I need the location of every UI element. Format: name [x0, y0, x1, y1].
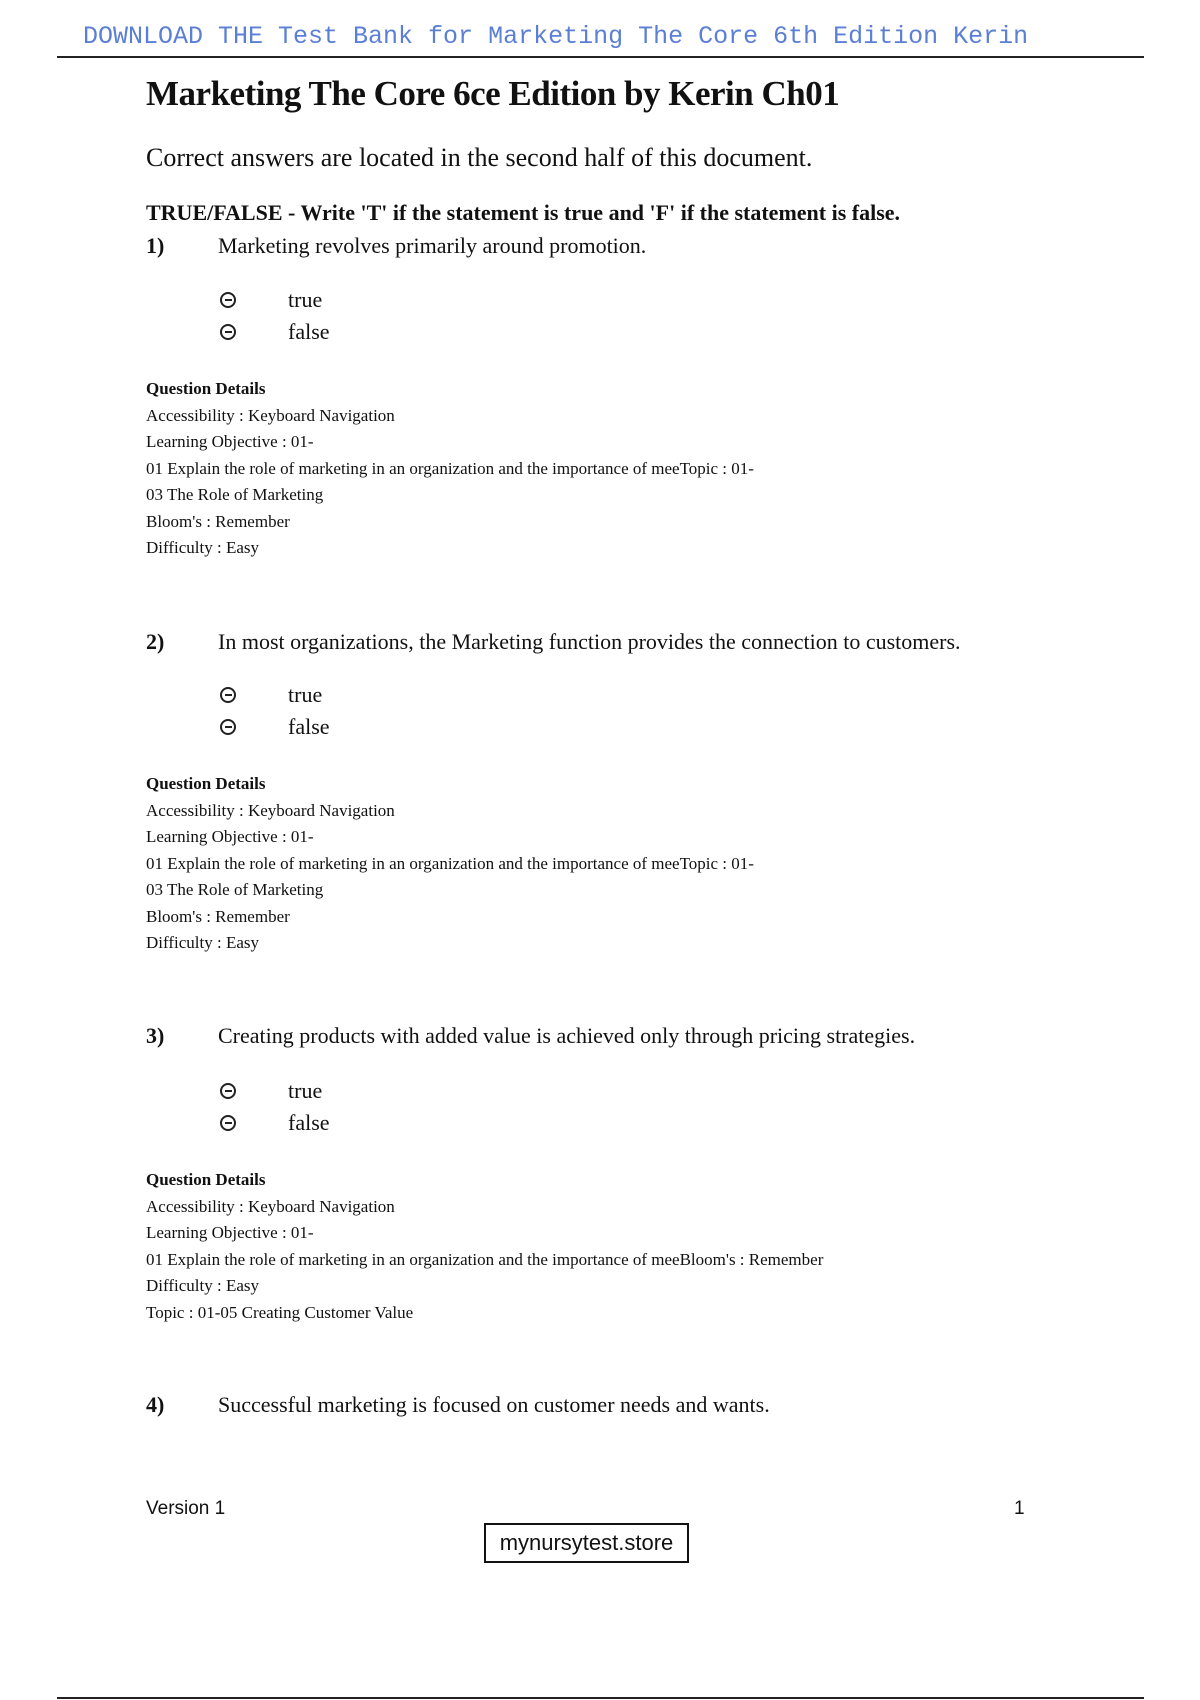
question-details	[146, 1167, 823, 1326]
detail-line: Learning Objective : 01-	[146, 1223, 314, 1242]
option-false[interactable]	[220, 319, 330, 345]
detail-line: Difficulty : Easy	[146, 933, 259, 952]
details-heading: Question Details	[146, 1170, 266, 1189]
radio-icon[interactable]	[220, 687, 236, 703]
section-instructions: TRUE/FALSE - Write 'T' if the statement is true and 'F' if the statement is false.	[146, 200, 901, 225]
detail-line: Bloom's : Remember	[146, 511, 290, 531]
option-label: true	[288, 682, 323, 707]
page-title: Marketing The Core 6ce Edition by Kerin Ch01	[146, 74, 840, 113]
detail-line: Accessibility : Keyboard Navigation	[146, 1196, 395, 1216]
option-false[interactable]	[220, 714, 330, 740]
page-number: 1	[1014, 1498, 1025, 1519]
question-text: Marketing revolves primarily around promotion.	[218, 233, 647, 258]
detail-line: Accessibility : Keyboard Navigation	[146, 405, 395, 425]
option-true[interactable]	[220, 287, 322, 313]
store-watermark: mynursytest.store	[484, 1523, 689, 1563]
option-true[interactable]	[220, 682, 322, 708]
header-divider	[57, 56, 1144, 58]
option-label: false	[288, 1110, 330, 1135]
detail-line: 03 The Role of Marketing	[146, 485, 324, 504]
intro-text: Correct answers are located in the second half of this document.	[146, 143, 813, 172]
detail-line: 01 Explain the role of marketing in an organization and the importance of meeBloom's : Remember	[146, 1249, 824, 1269]
version-label: Version 1	[146, 1498, 226, 1519]
question-text: In most organizations, the Marketing function provides the connection to customers.	[218, 629, 961, 654]
detail-line: Bloom's : Remember	[146, 906, 290, 926]
detail-line: Learning Objective : 01-	[146, 827, 314, 846]
detail-line: Difficulty : Easy	[146, 1276, 259, 1295]
radio-icon[interactable]	[220, 719, 236, 735]
option-label: true	[288, 287, 323, 312]
question-details	[146, 376, 754, 562]
detail-line: 03 The Role of Marketing	[146, 880, 324, 899]
detail-line: Topic : 01-05 Creating Customer Value	[146, 1302, 414, 1322]
download-link[interactable]: DOWNLOAD THE Test Bank for Marketing The Core 6th Edition Kerin	[83, 22, 1029, 51]
question-details	[146, 771, 754, 957]
detail-line: Difficulty : Easy	[146, 538, 259, 557]
question-number: 3)	[146, 1023, 165, 1048]
question-number: 4)	[146, 1392, 165, 1417]
radio-icon[interactable]	[220, 324, 236, 340]
details-heading: Question Details	[146, 774, 266, 793]
radio-icon[interactable]	[220, 1115, 236, 1131]
question-number: 1)	[146, 233, 165, 258]
question-text: Creating products with added value is achieved only through pricing strategies.	[218, 1023, 916, 1048]
question-number: 2)	[146, 629, 165, 654]
question-text: Successful marketing is focused on customer needs and wants.	[218, 1392, 770, 1417]
detail-line: Learning Objective : 01-	[146, 432, 314, 451]
option-label: true	[288, 1078, 323, 1103]
option-true[interactable]	[220, 1078, 322, 1104]
option-label: false	[288, 714, 330, 739]
option-false[interactable]	[220, 1110, 330, 1136]
radio-icon[interactable]	[220, 1083, 236, 1099]
detail-line: 01 Explain the role of marketing in an organization and the importance of meeTopic : 01-	[146, 853, 754, 873]
option-label: false	[288, 319, 330, 344]
details-heading: Question Details	[146, 379, 266, 398]
detail-line: Accessibility : Keyboard Navigation	[146, 800, 395, 820]
detail-line: 01 Explain the role of marketing in an organization and the importance of meeTopic : 01-	[146, 458, 754, 478]
radio-icon[interactable]	[220, 292, 236, 308]
footer-divider	[57, 1697, 1144, 1699]
